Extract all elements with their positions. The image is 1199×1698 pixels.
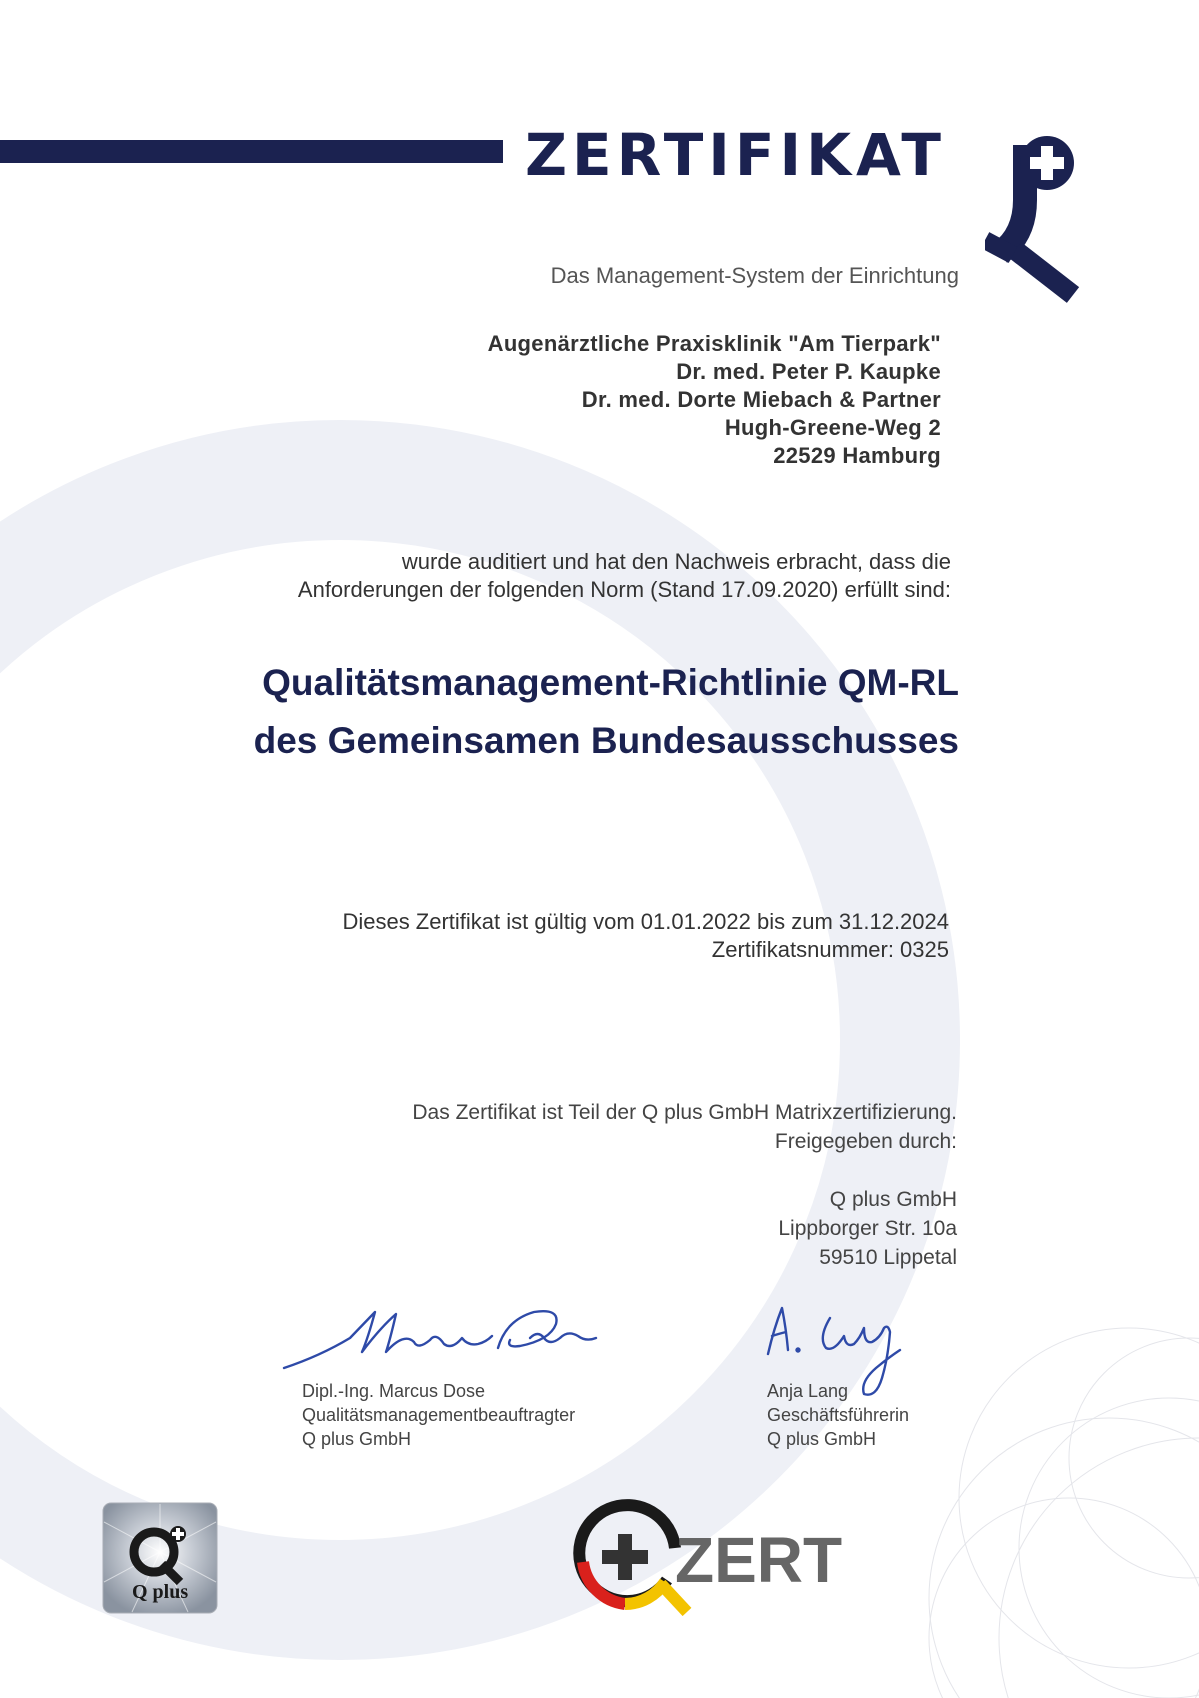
recipient-line: 22529 Hamburg	[773, 443, 941, 468]
qzert-wordmark: ZERT	[675, 1524, 843, 1596]
signer-name: Anja Lang	[767, 1381, 849, 1401]
issuer-address	[778, 1185, 957, 1272]
signer-right-block	[767, 1379, 909, 1451]
signer-role: Qualitätsmanagementbeauftragter	[302, 1405, 576, 1425]
validity-period: Dieses Zertifikat ist gültig vom 01.01.2022 bis zum 31.12.2024	[342, 909, 949, 934]
norm-line: Qualitätsmanagement-Richtlinie QM-RL	[262, 662, 959, 703]
recipient-block	[488, 330, 941, 470]
signer-left-block	[302, 1379, 575, 1451]
certificate-title: ZERTIFIKAT	[525, 121, 946, 189]
statement-line: wurde auditiert und hat den Nachweis erbracht, dass die	[401, 549, 951, 574]
signer-role: Geschäftsführerin	[767, 1405, 910, 1425]
audit-statement	[298, 548, 951, 604]
recipient-line: Dr. med. Peter P. Kaupke	[676, 359, 941, 384]
issuer-line: 59510 Lippetal	[819, 1246, 957, 1269]
matrix-line: Freigegeben durch:	[774, 1130, 957, 1153]
signer-company: Q plus GmbH	[767, 1429, 877, 1449]
signature-marcus-dose	[280, 1298, 600, 1373]
signer-name: Dipl.-Ing. Marcus Dose	[302, 1381, 486, 1401]
q-plus-logo-icon	[985, 135, 1080, 305]
recipient-line: Hugh-Greene-Weg 2	[724, 415, 941, 440]
hologram-label: Q plus	[132, 1581, 189, 1603]
signer-company: Q plus GmbH	[302, 1429, 412, 1449]
matrix-line: Das Zertifikat ist Teil der Q plus GmbH Matrixzertifizierung.	[412, 1101, 957, 1124]
recipient-line: Augenärztliche Praxisklinik "Am Tierpark"	[487, 331, 941, 356]
q-plus-hologram-seal-icon	[102, 1502, 218, 1614]
certificate-number: Zertifikatsnummer: 0325	[711, 937, 949, 962]
statement-line: Anforderungen der folgenden Norm (Stand 17.09.2020) erfüllt sind:	[297, 577, 951, 602]
recipient-line: Dr. med. Dorte Miebach & Partner	[581, 387, 941, 412]
issuer-line: Lippborger Str. 10a	[778, 1217, 957, 1240]
validity-block	[342, 908, 949, 964]
q-zert-logo	[565, 1496, 865, 1616]
header-bar	[0, 140, 503, 163]
norm-line: des Gemeinsamen Bundesausschusses	[253, 720, 959, 761]
issuer-line: Q plus GmbH	[829, 1188, 957, 1211]
certificate-subtitle: Das Management-System der Einrichtung	[550, 263, 959, 288]
norm-title	[254, 654, 959, 770]
matrix-certification-note	[412, 1098, 957, 1156]
